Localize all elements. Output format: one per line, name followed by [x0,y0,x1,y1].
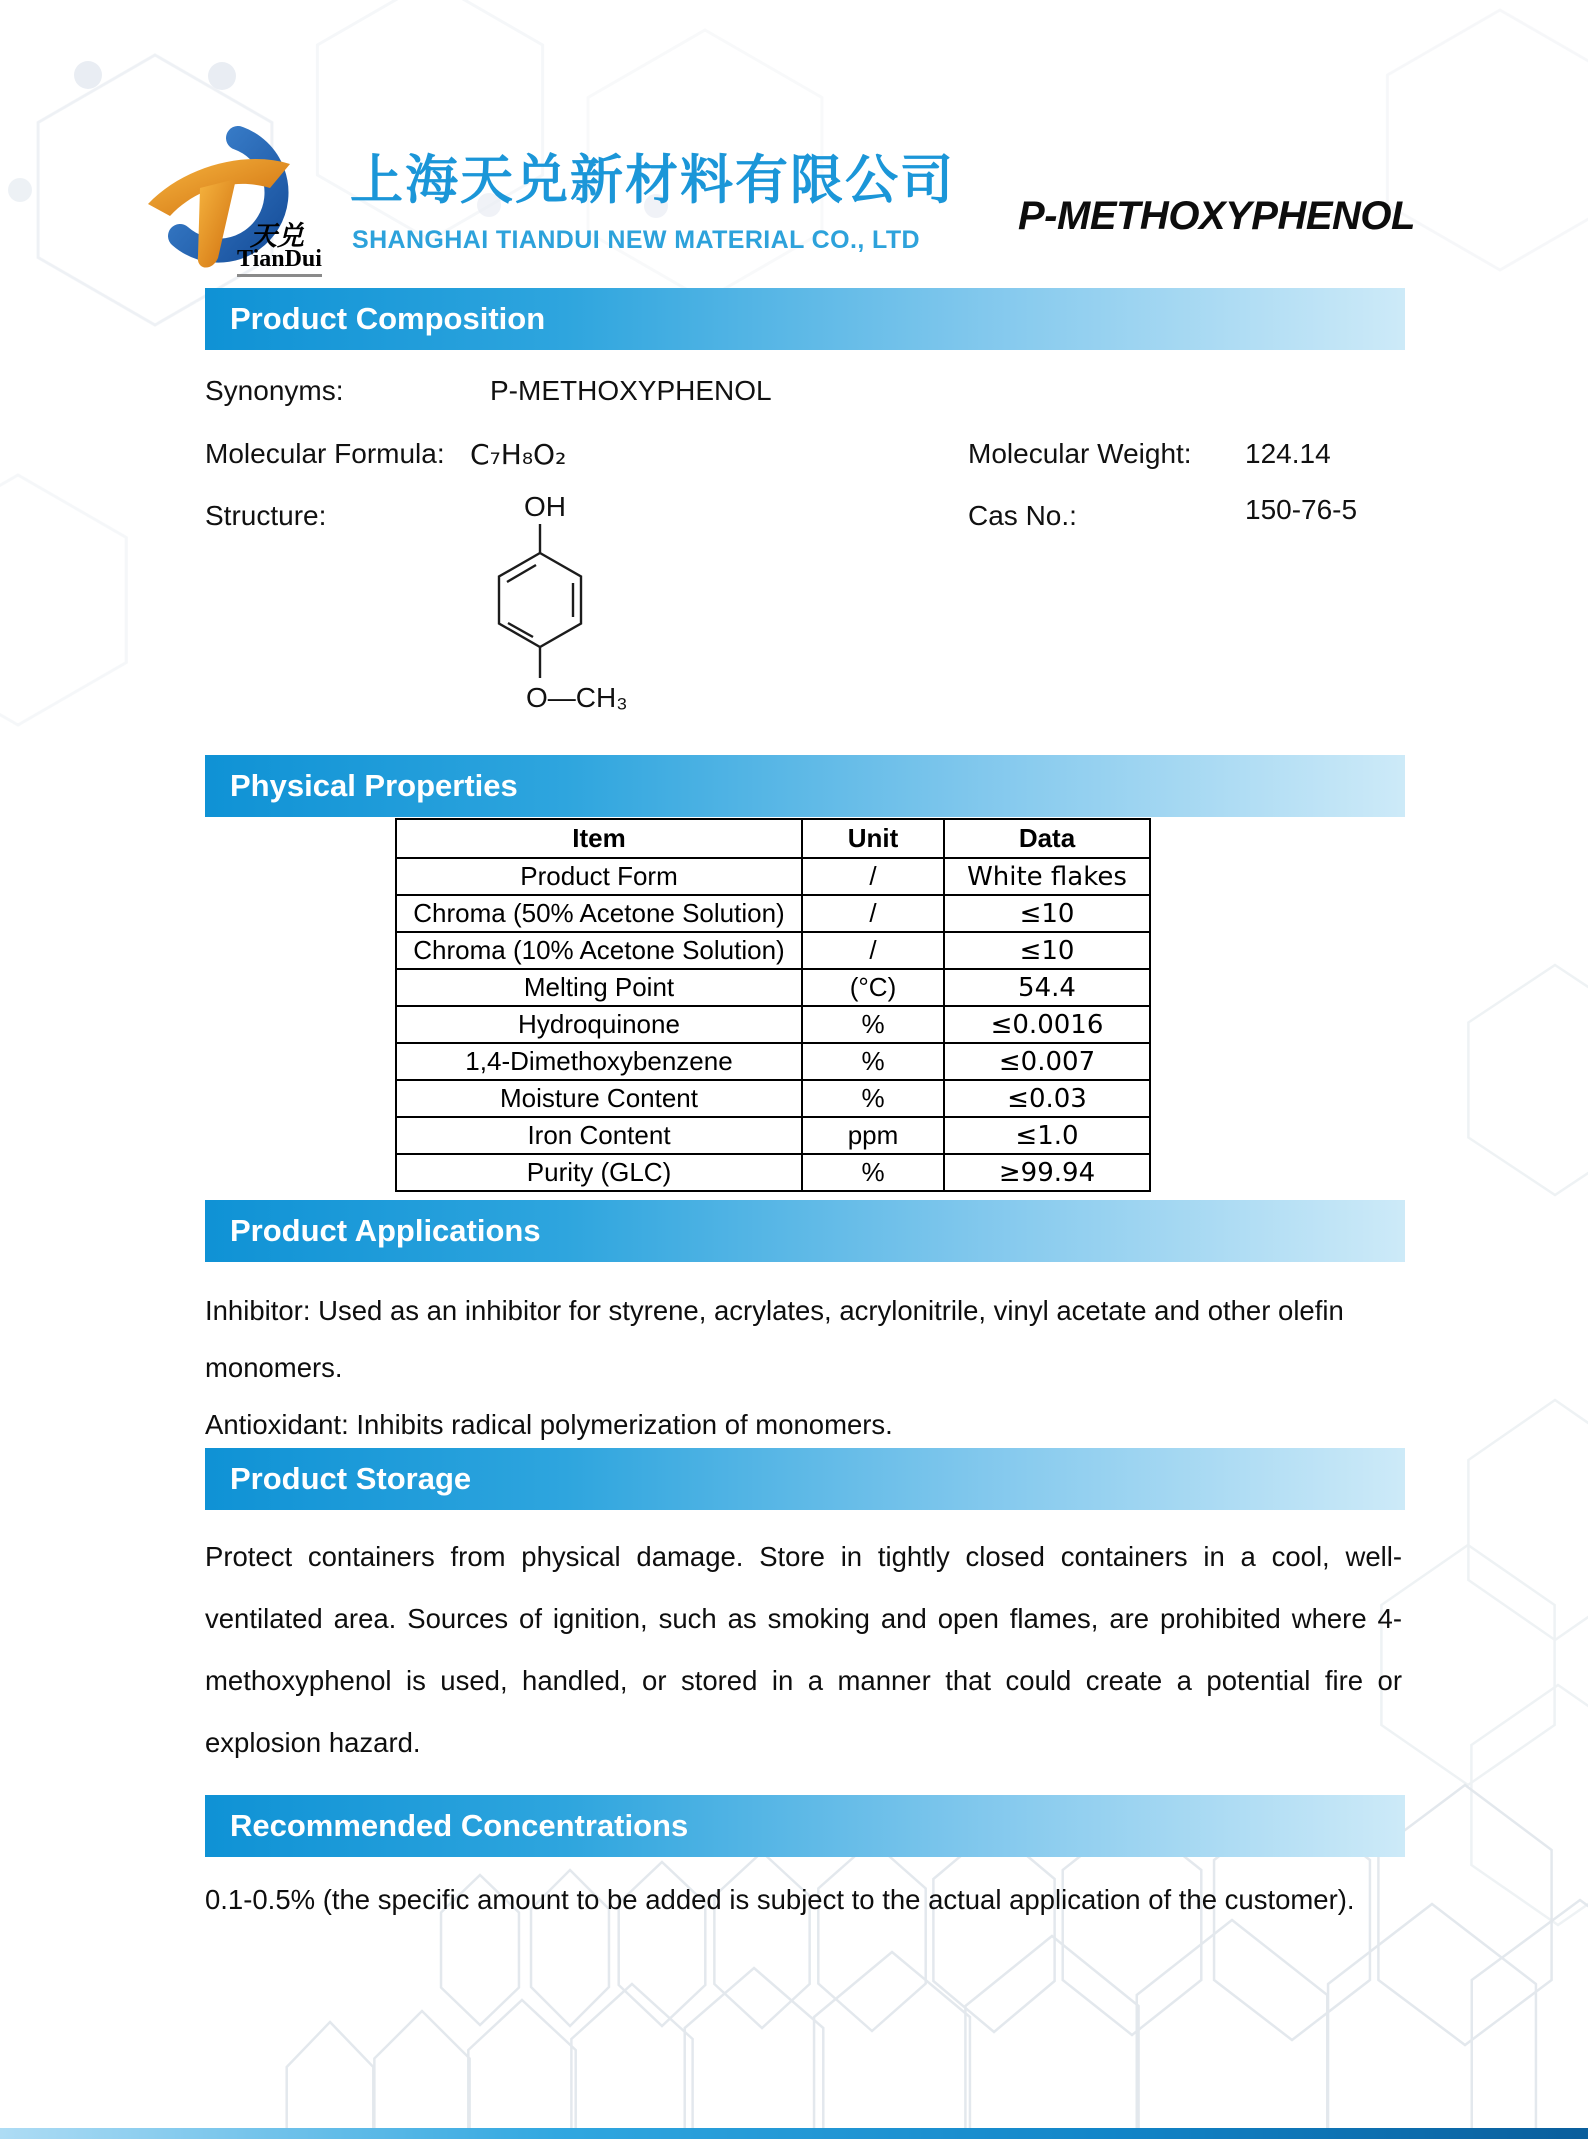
data-cell: ≤10 [944,895,1150,932]
company-name-en: SHANGHAI TIANDUI NEW MATERIAL CO., LTD [352,226,920,254]
section-bar-physical-properties [205,755,1405,817]
section-bar-recommended-concentrations [205,1795,1405,1857]
applications-line-antioxidant: Antioxidant: Inhibits radical polymerization of monomers. [205,1409,893,1440]
section-title: Recommended Concentrations [230,1808,689,1843]
concentrations-text [205,1870,1402,1930]
data-cell: White flakes [944,858,1150,895]
section-bar-product-composition [205,288,1405,350]
table-row [396,1006,1150,1043]
unit-cell: / [802,858,944,895]
applications-line-inhibitor: Inhibitor: Used as an inhibitor for styrene, acrylates, acrylonitrile, vinyl acetate and other olefin monomers. [205,1295,1344,1383]
structure-oh-label: OH [524,491,566,522]
data-cell: 54.4 [944,969,1150,1006]
section-title: Product Applications [230,1213,541,1248]
unit-cell: / [802,895,944,932]
physical-properties-table-body [396,858,1150,1191]
section-title: Product Composition [230,301,546,336]
table-row [396,1043,1150,1080]
item-cell: Hydroquinone [396,1006,802,1043]
table-row [396,1117,1150,1154]
unit-cell: ppm [802,1117,944,1154]
molecular-weight-value: 124.14 [1245,438,1331,469]
physical-properties-table [395,818,1151,1192]
table-row [396,1080,1150,1117]
section-bar-product-applications [205,1200,1405,1262]
company-name-cn: 上海天兑新材料有限公司 [350,151,955,210]
item-cell: Iron Content [396,1117,802,1154]
item-cell: Purity (GLC) [396,1154,802,1191]
table-row [396,1154,1150,1191]
item-cell: Chroma (10% Acetone Solution) [396,932,802,969]
structure-label: Structure: [205,500,327,531]
unit-column-header: Unit [802,819,944,858]
synonyms-value: P-METHOXYPHENOL [490,375,772,406]
chemical-structure-diagram [488,482,718,727]
storage-text [205,1526,1402,1774]
table-row [396,858,1150,895]
logo-text-cn: 天兑 [250,221,304,251]
item-cell: Product Form [396,858,802,895]
section-title: Physical Properties [230,768,518,803]
unit-cell: / [802,932,944,969]
unit-cell: % [802,1154,944,1191]
concentrations-paragraph: 0.1-0.5% (the specific amount to be added is subject to the actual application of the customer). [205,1884,1355,1915]
item-column-header: Item [396,819,802,858]
cas-label: Cas No.: [968,500,1077,531]
section-bar-product-storage [205,1448,1405,1510]
applications-text [205,1282,1402,1453]
item-cell: Chroma (50% Acetone Solution) [396,895,802,932]
data-cell: ≤0.007 [944,1043,1150,1080]
cas-value: 150-76-5 [1245,494,1358,525]
data-cell: ≤0.0016 [944,1006,1150,1043]
data-cell: ≤0.03 [944,1080,1150,1117]
table-row [396,932,1150,969]
molecular-formula-value: C₇H₈O₂ [470,438,567,471]
molecular-weight-label: Molecular Weight: [968,438,1192,469]
storage-paragraph: Protect containers from physical damage. Store in tightly closed containers in a cool, well-ventilated area. Sources of ignition, such as smoking and open flames, are prohibited where 4-methoxyphenol is used, handled, or stored in a manner that could create a potential fire or explosion hazard. [205,1541,1402,1758]
data-cell: ≥99.94 [944,1154,1150,1191]
structure-och3-label: O—CH₃ [526,682,628,713]
synonyms-label: Synonyms: [205,375,344,406]
unit-cell: % [802,1006,944,1043]
item-cell: 1,4-Dimethoxybenzene [396,1043,802,1080]
product-title: P-METHOXYPHENOL [1018,194,1415,238]
section-title: Product Storage [230,1461,472,1496]
table-header-row [396,819,1150,858]
bottom-accent-bar [0,2128,1588,2139]
unit-cell: (°C) [802,969,944,1006]
molecular-formula-label: Molecular Formula: [205,438,445,469]
unit-cell: % [802,1080,944,1117]
data-column-header: Data [944,819,1150,858]
table-row [396,969,1150,1006]
item-cell: Melting Point [396,969,802,1006]
item-cell: Moisture Content [396,1080,802,1117]
logo-text-en: TianDui [237,246,322,277]
data-cell: ≤1.0 [944,1117,1150,1154]
data-cell: ≤10 [944,932,1150,969]
table-row [396,895,1150,932]
unit-cell: % [802,1043,944,1080]
